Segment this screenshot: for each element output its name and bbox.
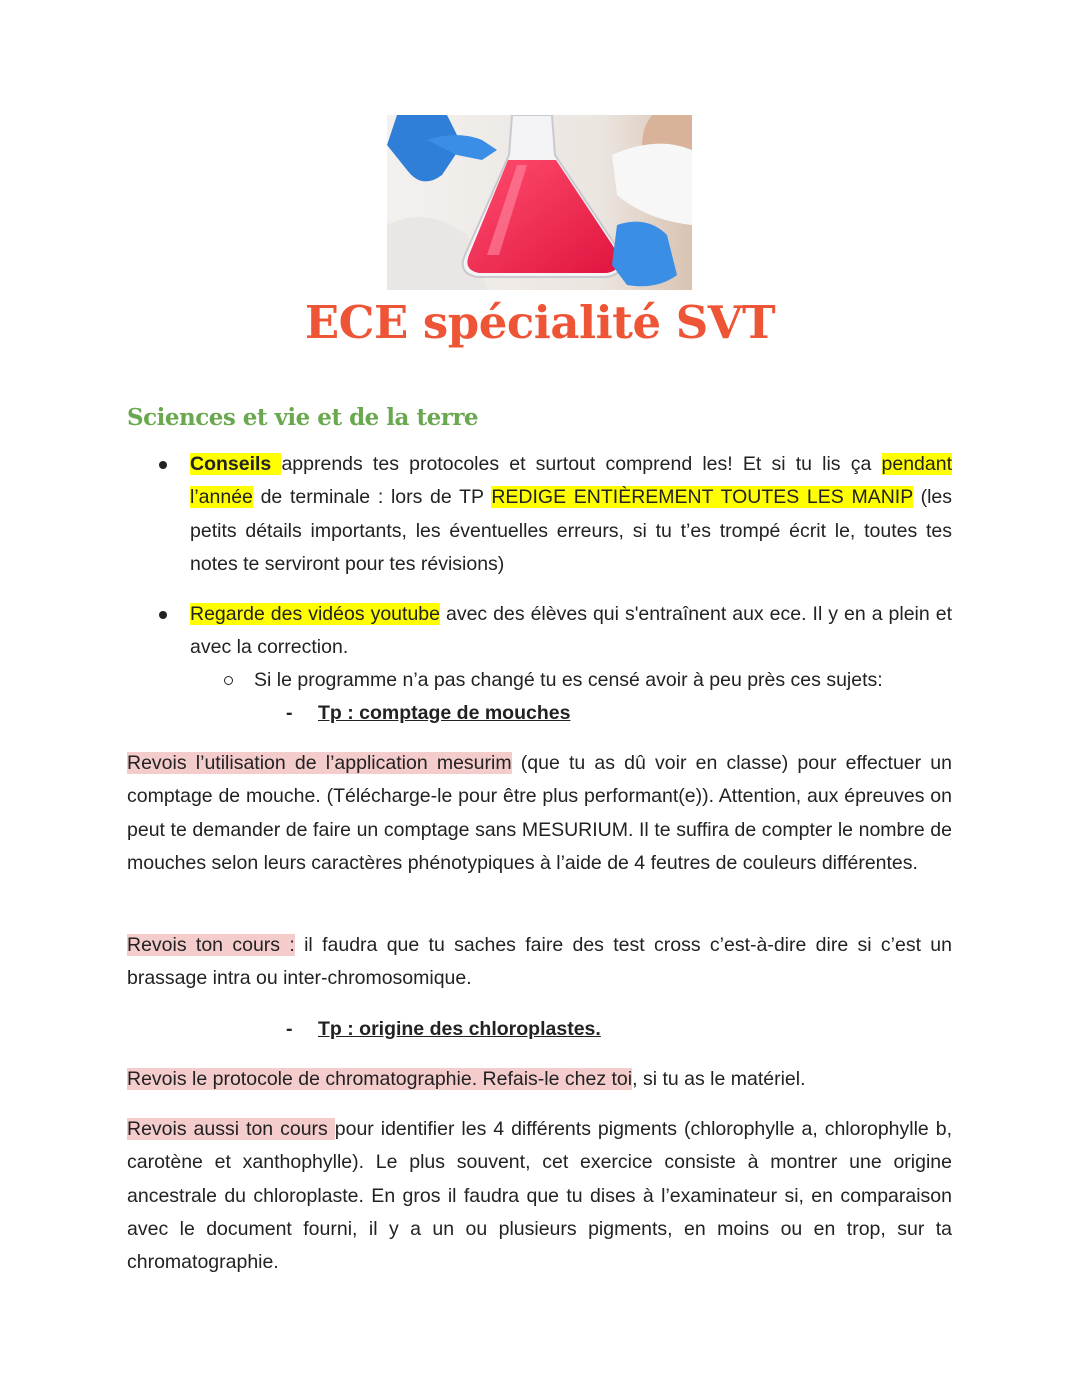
- text: avec des élèves qui s'entraînent aux ece. Il y en a plein et avec la correction.: [190, 603, 952, 659]
- dash-icon: -: [286, 1018, 293, 1040]
- chromatographie-paragraph: [127, 1063, 952, 1096]
- lab-flask-image: [387, 115, 692, 290]
- text: , si tu as le matériel.: [632, 1068, 806, 1090]
- text: (les petits détails importants, les éventuelles erreurs, si tu t’es trompé écrit le, toutes tes notes te serviront pour tes révisions): [190, 486, 952, 575]
- bullet-icon: [159, 461, 167, 469]
- program-subitem: Si le programme n’a pas changé tu es censé avoir à peu près ces sujets:: [254, 669, 883, 691]
- tp-heading-chloroplastes: Tp : origine des chloroplastes.: [318, 1018, 601, 1040]
- text: de terminale : lors de TP: [252, 486, 492, 509]
- tp-heading-mouches: Tp : comptage de mouches: [318, 702, 571, 724]
- text: apprends tes protocoles et surtout comprend les! Et si tu lis ça: [281, 453, 882, 475]
- highlight-pendant-annee: pendant l’année: [190, 453, 952, 509]
- highlight-revois-aussi: Revois aussi ton cours: [127, 1118, 335, 1140]
- highlight-cours: Revois ton cours :: [127, 934, 295, 956]
- page-title: ECE spécialité SVT: [304, 296, 776, 349]
- youtube-paragraph: [190, 598, 952, 665]
- advice-paragraph: [190, 448, 952, 581]
- highlight-youtube: Regarde des vidéos youtube: [190, 603, 440, 625]
- highlight-mesurim: Revois l’utilisation de l’application mesurim: [127, 752, 512, 774]
- text: pour identifier les 4 différents pigments (chlorophylle a, chlorophylle b, carotène et xanthophylle). Le plus souvent, cet exercice consiste à montrer une origine ancestrale du chloroplaste. En gros il faudra que tu dises à l’examinateur si, en comparaison avec le document fourni, il y a un ou plusieurs pigments, en moins ou en trop, sur ta chromatographie.: [127, 1118, 952, 1274]
- dash-icon: -: [286, 702, 293, 724]
- highlight-conseils: Conseils: [190, 453, 282, 475]
- section-subtitle: Sciences et vie et de la terre: [127, 404, 479, 431]
- cours-paragraph: [127, 929, 952, 996]
- circle-bullet-icon: [224, 676, 233, 685]
- highlight-redige: REDIGE ENTIÈREMENT TOUTES LES MANIP: [491, 486, 913, 509]
- text: (que tu as dû voir en classe) pour effectuer un comptage de mouche. (Télécharge-le pour être plus performant(e)). Attention, aux épreuves on peut te demander de faire un comptage sans MESURIUM. Il te suffira de compter le nombre de mouches selon leurs caractères phénotypiques à l’aide de 4 feutres de couleurs différentes.: [127, 752, 953, 874]
- mesurim-paragraph: [127, 747, 952, 880]
- pigments-paragraph: [127, 1113, 952, 1279]
- text: il faudra que tu saches faire des test cross c’est-à-dire dire si c’est un brassage intra ou inter-chromosomique.: [127, 934, 952, 990]
- bullet-icon: [159, 611, 167, 619]
- highlight-protocole: Revois le protocole de chromatographie. Refais-le chez toi: [127, 1068, 633, 1090]
